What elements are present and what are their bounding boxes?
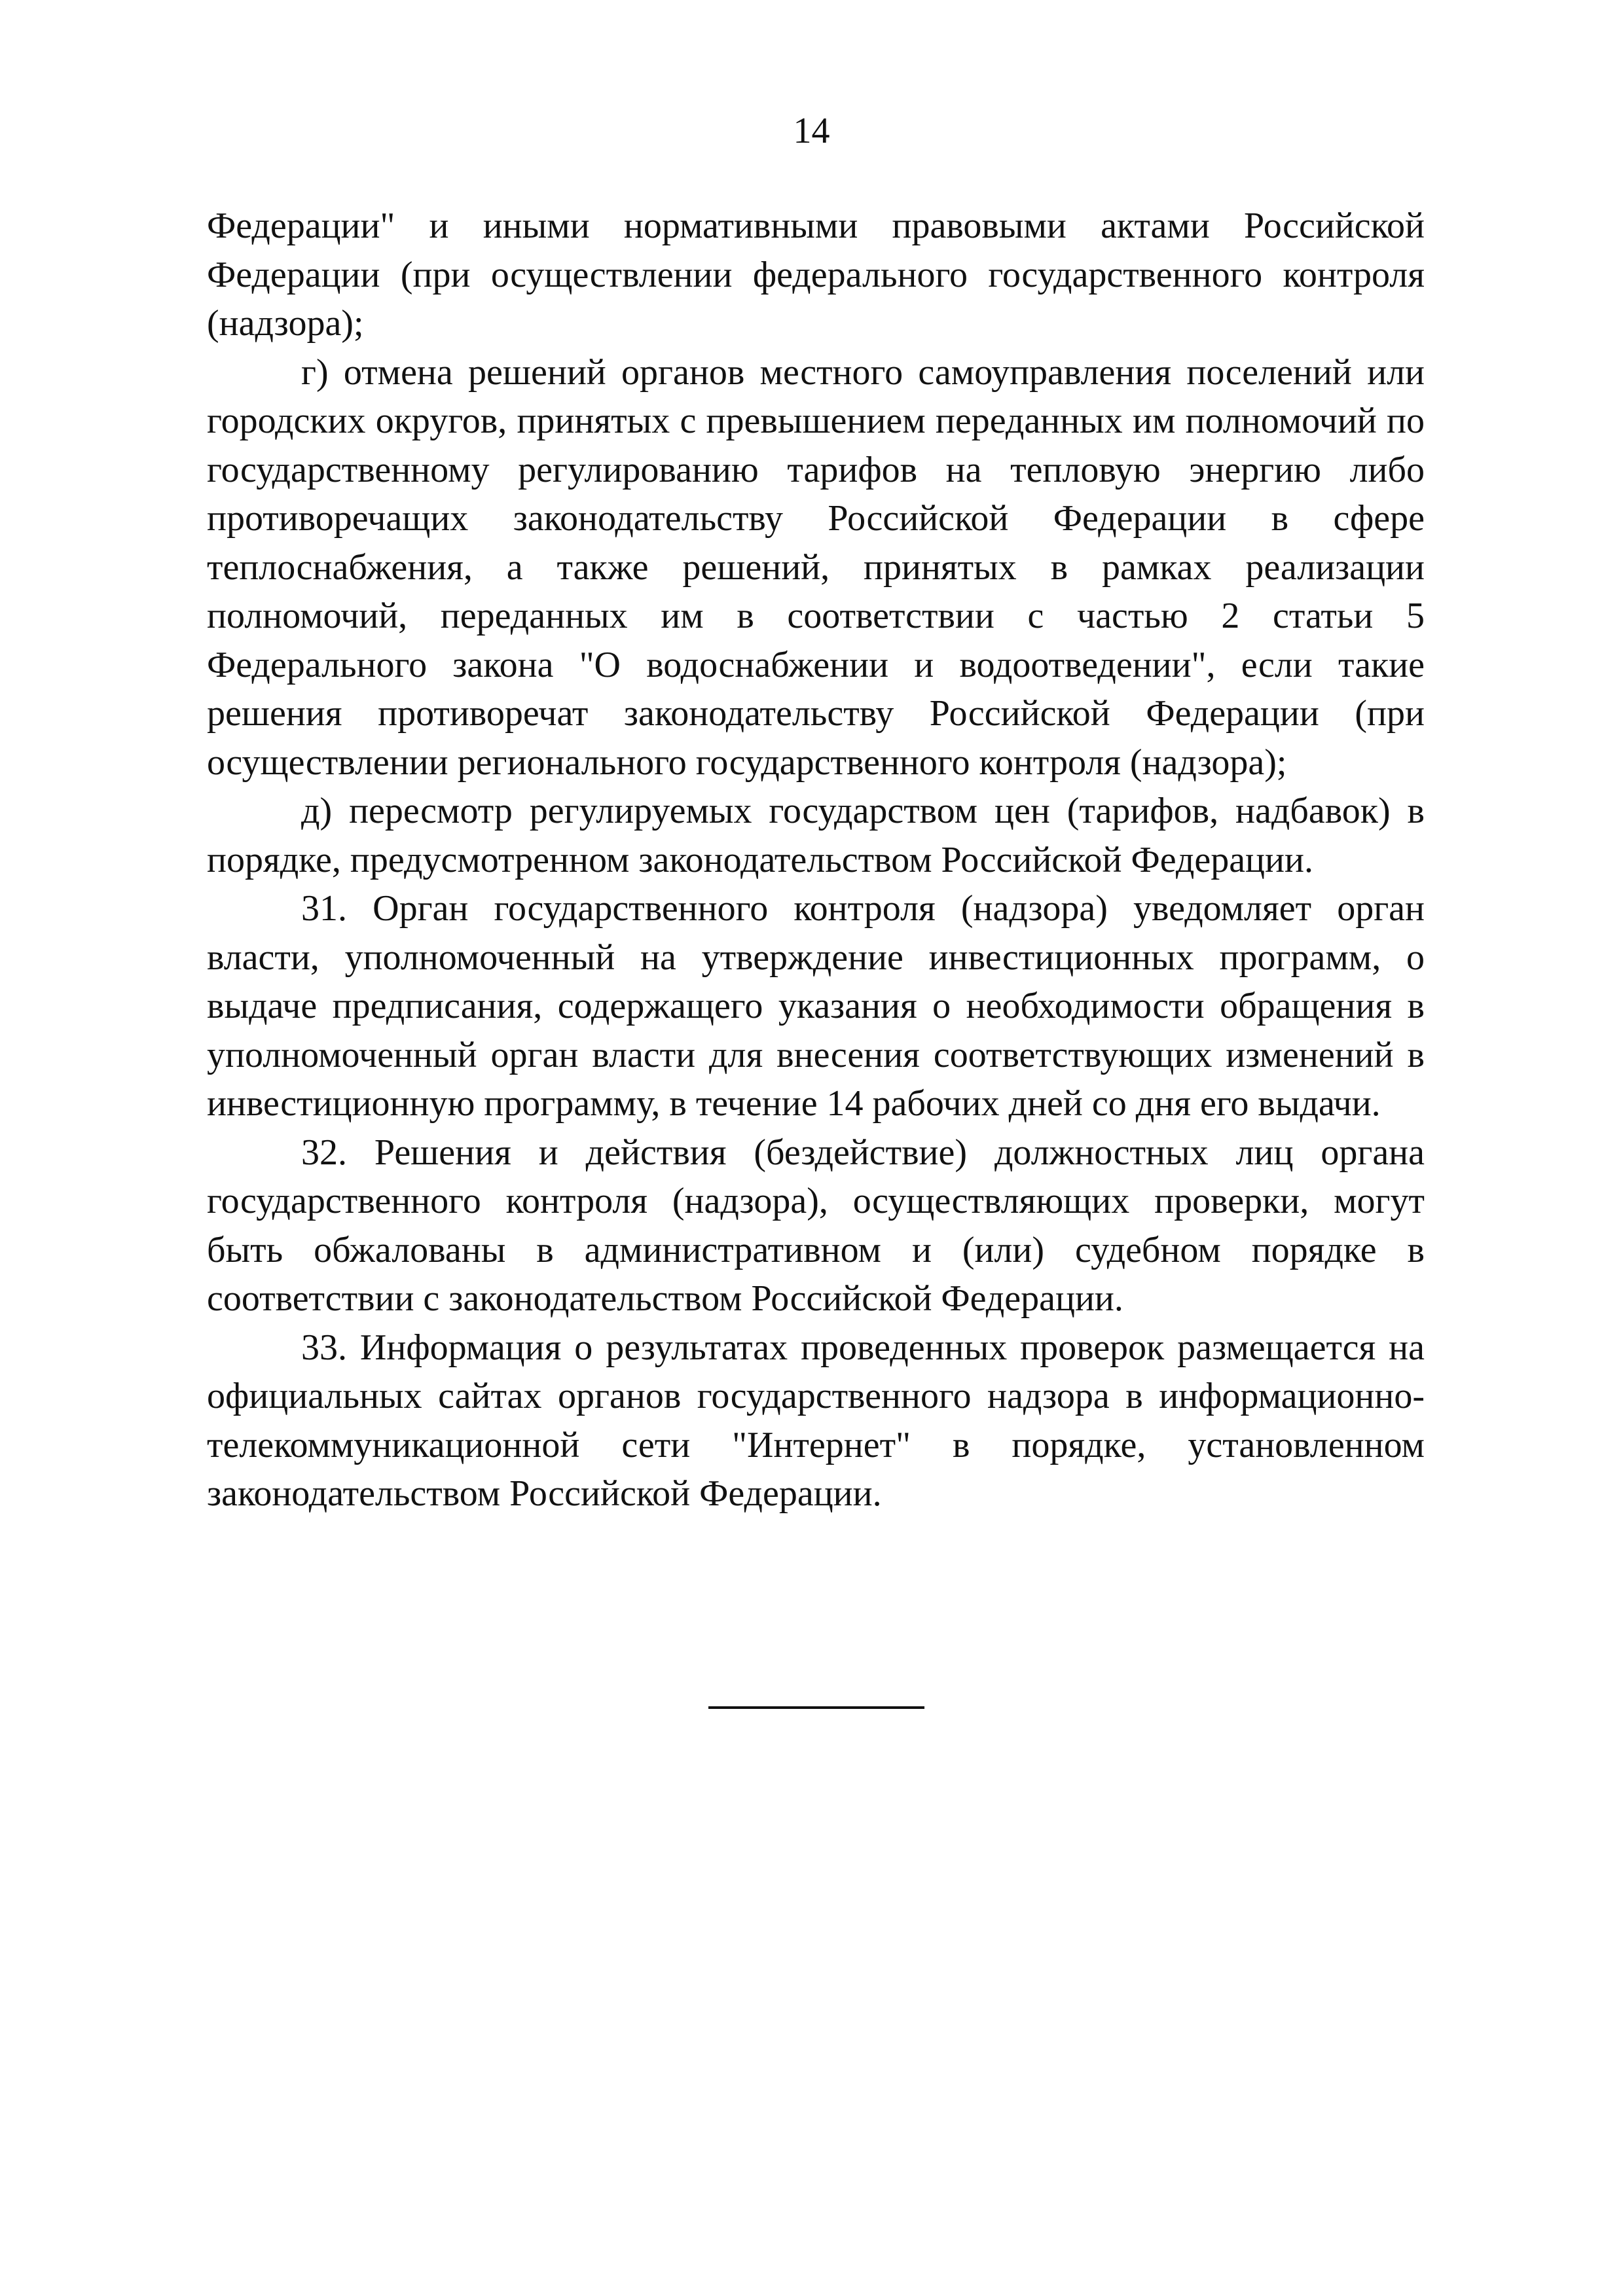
paragraph-33: 33. Информация о результатах проведенных проверок размещается на официальных сайтах органов государственного надзора в информационно-телекоммуникационной сети "Интернет" в порядке, установленном законодательством Российской Федерации. [207, 1327, 1425, 1514]
paragraph-32: 32. Решения и действия (бездействие) должностных лиц органа государственного контроля (надзора), осуществляющих проверки, могут быть обжалованы в административном и (или) судебном порядке в соответствии с законодательством Российской Федерации. [207, 1132, 1425, 1319]
paragraph-item-g: г) отмена решений органов местного самоуправления поселений или городских округов, принятых с превышением переданных им полномочий по государственному регулированию тарифов на тепловую энергию либо противоречащих законодательству Российской Федерации в сфере теплоснабжения, а также решений, принятых в рамках реализации полномочий, переданных им в соответствии с частью 2 статьи 5 Федерального закона "О водоснабжении и водоотведении", если такие решения противоречат законодательству Российской Федерации (при осуществлении регионального государственного контроля (надзора); [207, 351, 1425, 783]
document-body [207, 202, 1425, 1518]
paragraph-item-d: д) пересмотр регулируемых государством цен (тарифов, надбавок) в порядке, предусмотренном законодательством Российской Федерации. [207, 791, 1425, 880]
page-number: 14 [793, 111, 830, 151]
end-of-document-rule [708, 1706, 924, 1709]
paragraph-31: 31. Орган государственного контроля (надзора) уведомляет орган власти, уполномоченный на утверждение инвестиционных программ, о выдаче предписания, содержащего указания о необходимости обращения в уполномоченный орган власти для внесения соответствующих изменений в инвестиционную программу, в течение 14 рабочих дней со дня его выдачи. [207, 888, 1425, 1124]
paragraph-continuation: Федерации" и иными нормативными правовыми актами Российской Федерации (при осуществлении федерального государственного контроля (надзора); [207, 206, 1425, 344]
